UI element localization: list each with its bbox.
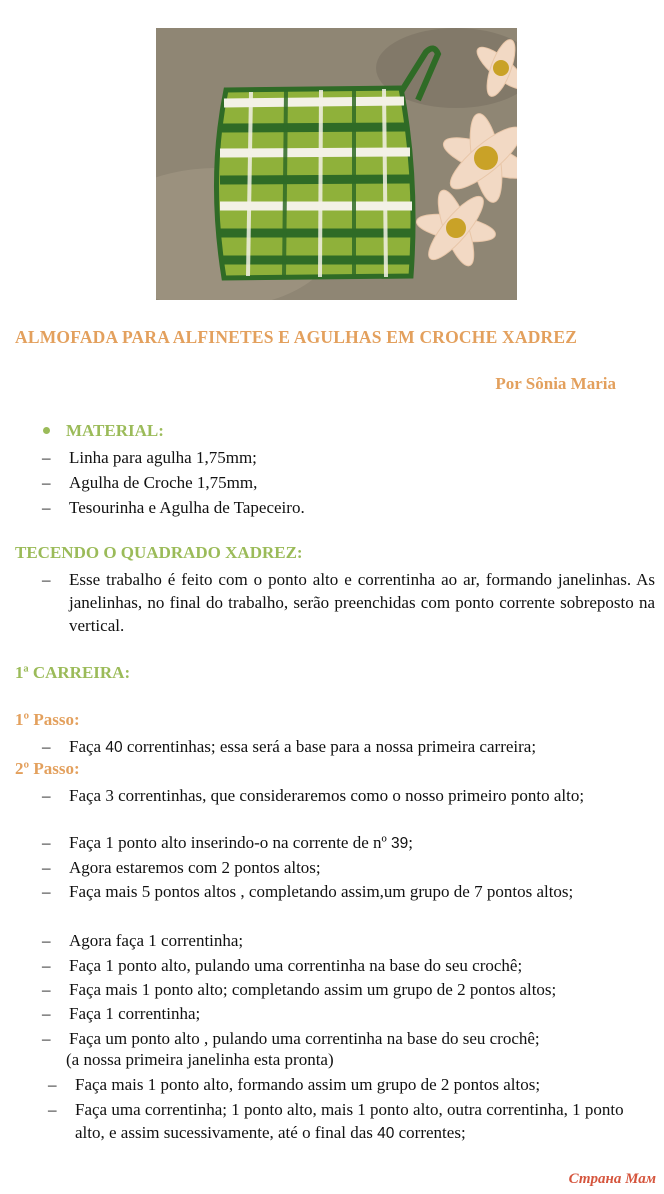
step2-item: Agora estaremos com 2 pontos altos;	[69, 858, 321, 877]
step2-item-a: Faça 1 ponto alto inserindo-o na corrente de nº	[69, 833, 392, 852]
list-item-note	[66, 1048, 656, 1071]
step1-item-num: 40	[105, 739, 123, 756]
list-item	[42, 1027, 659, 1050]
material-item: Linha para agulha 1,75mm;	[69, 448, 257, 467]
author-line: Por Sônia Maria	[495, 374, 616, 393]
dash-icon: –	[42, 448, 51, 467]
list-item	[42, 735, 659, 759]
dash-icon: –	[42, 858, 51, 877]
step2-item-b: ;	[408, 833, 414, 852]
list-item	[42, 1002, 659, 1025]
step2-item-b: correntes;	[394, 1123, 466, 1142]
step2-item: Faça um ponto alto , pulando uma correntinha na base do seu crochê;	[69, 1029, 540, 1048]
step2-item: Faça 1 ponto alto, pulando uma correntinha na base do seu crochê;	[69, 956, 523, 975]
list-item	[42, 954, 659, 977]
dash-icon: –	[42, 473, 51, 492]
list-item	[42, 496, 305, 519]
section-heading-carreira: 1ª CARREIRA:	[15, 663, 131, 682]
list-item	[42, 880, 639, 903]
step2-item: Faça mais 1 ponto alto, formando assim um grupo de 2 pontos altos;	[75, 1075, 541, 1094]
list-item	[42, 856, 659, 879]
list-item	[42, 831, 659, 855]
step2-item: Faça 3 correntinhas, que consideraremos como o nosso primeiro ponto alto;	[69, 786, 585, 805]
dash-icon: –	[48, 1100, 57, 1119]
tecendo-text: Esse trabalho é feito com o ponto alto e correntinha ao ar, formando janelinhas. As janelinhas, no final do trabalho, serão preenchidas com ponto corrente sobreposto na vertical.	[69, 570, 655, 635]
dash-icon: –	[42, 931, 51, 950]
watermark: Страна Мам	[568, 1171, 656, 1187]
step2-item: Faça mais 5 pontos altos , completando assim,um grupo de 7 pontos altos;	[69, 882, 574, 901]
list-item	[42, 978, 659, 1001]
list-item	[42, 446, 257, 469]
pincushion-photo	[156, 28, 517, 300]
section-heading-tecendo: TECENDO O QUADRADO XADREZ:	[15, 543, 303, 562]
step2-item: Faça mais 1 ponto alto; completando assim um grupo de 2 pontos altos;	[69, 980, 557, 999]
list-item	[42, 568, 655, 637]
bullet-icon	[43, 427, 50, 434]
step2-item: Faça 1 correntinha;	[69, 1004, 201, 1023]
step2-note: (a nossa primeira janelinha esta pronta)	[66, 1050, 334, 1069]
step1-item-a: Faça	[69, 737, 106, 756]
step2-item-num: 39	[391, 835, 409, 852]
material-heading	[43, 421, 164, 441]
material-item: Tesourinha e Agulha de Tapeceiro.	[69, 498, 305, 517]
page-title: ALMOFADA PARA ALFINETES E AGULHAS EM CROCHE XADREZ	[15, 327, 578, 347]
step-heading-2: 2º Passo:	[15, 759, 80, 778]
list-item	[42, 929, 659, 952]
dash-icon: –	[42, 882, 51, 901]
step1-item-b: correntinhas; essa será a base para a nossa primeira carreira;	[122, 737, 537, 756]
dash-icon: –	[42, 980, 51, 999]
dash-icon: –	[42, 570, 51, 589]
dash-icon: –	[42, 498, 51, 517]
dash-icon: –	[42, 786, 51, 805]
material-heading-label: MATERIAL:	[66, 421, 164, 440]
step2-item-num: 40	[377, 1125, 395, 1142]
dash-icon: –	[42, 1004, 51, 1023]
list-item	[48, 1098, 630, 1145]
dash-icon: –	[42, 1029, 51, 1048]
dash-icon: –	[48, 1075, 57, 1094]
dash-icon: –	[42, 956, 51, 975]
list-item	[48, 1073, 660, 1096]
step2-item-a: Faça uma correntinha; 1 ponto alto, mais 1 ponto alto, outra correntinha, 1 ponto alto, e assim sucessivamente, até o final das	[75, 1100, 624, 1142]
step2-item: Agora faça 1 correntinha;	[69, 931, 244, 950]
step-heading-1: 1º Passo:	[15, 710, 80, 729]
list-item	[42, 471, 258, 494]
dash-icon: –	[42, 737, 51, 756]
dash-icon: –	[42, 833, 51, 852]
material-item: Agulha de Croche 1,75mm,	[69, 473, 258, 492]
list-item	[42, 784, 649, 807]
